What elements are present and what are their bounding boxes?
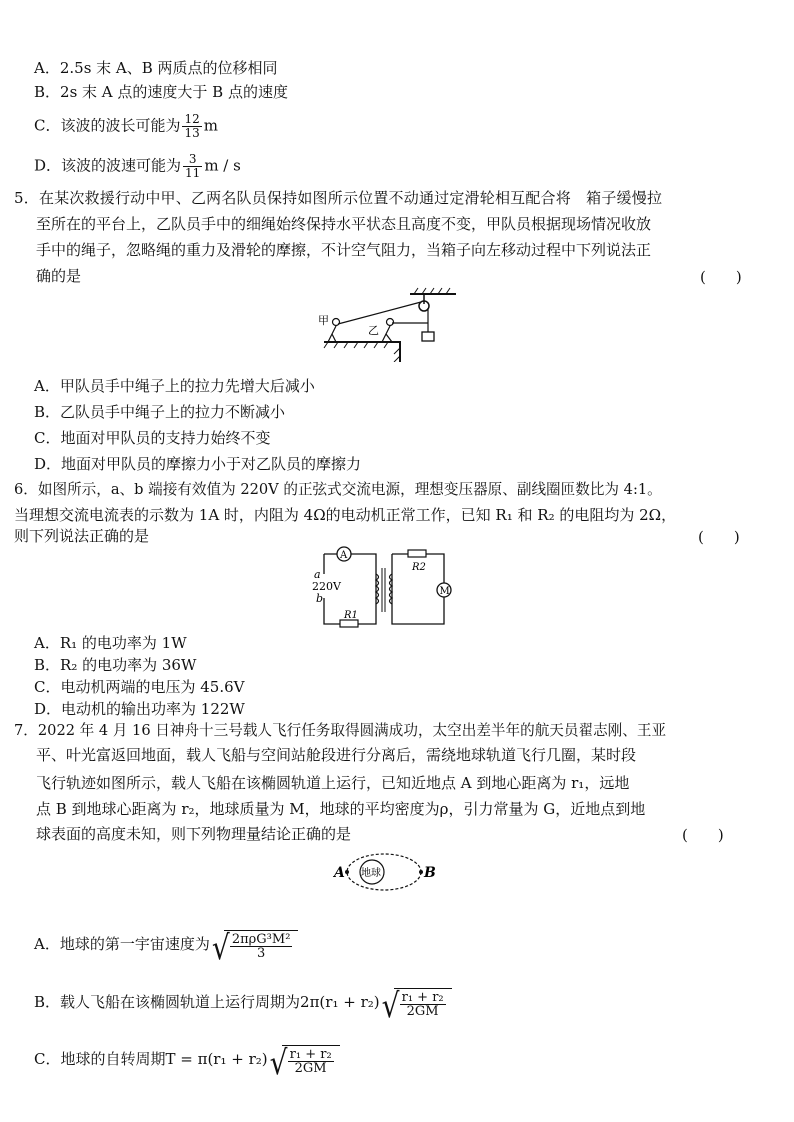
q5-answer-bracket: ( ) bbox=[700, 268, 742, 286]
q7-stem-line3: 飞行轨迹如图所示，载人飞船在该椭圆轨道上运行，已知近地点 A 到地心距离为 r₁，远地 bbox=[36, 774, 630, 792]
numerator: 3 bbox=[183, 153, 202, 167]
fraction bbox=[182, 113, 201, 140]
q7-stem-line5: 球表面的高度未知，则下列物理量结论正确的是 bbox=[36, 825, 352, 843]
person-yi-icon bbox=[387, 319, 394, 326]
q5-stem-line4: 确的是 bbox=[36, 267, 82, 285]
prev-option-d-text: D．该波的波速可能为 bbox=[34, 156, 182, 175]
voltage-label: 220V bbox=[312, 580, 341, 593]
q7-stem-line4: 点 B 到地球心距离为 r₂，地球质量为 M，地球的平均密度为ρ，引力常量为 G，近地点到地 bbox=[36, 800, 646, 818]
q7-stem-line1: 7．2022 年 4 月 16 日神舟十三号载人飞行任务取得圆满成功，太空出差半年的航天员翟志刚、王亚 bbox=[14, 722, 667, 739]
q7-option-a-text: A．地球的第一宇宙速度为 bbox=[34, 935, 210, 953]
q5-stem-line2: 至所在的平台上，乙队员手中的细绳始终保持水平状态且高度不变，甲队员根据现场情况收放 bbox=[36, 215, 652, 233]
radicand bbox=[394, 988, 452, 1018]
q7-option-b bbox=[34, 985, 452, 1026]
person-jia-body bbox=[328, 326, 336, 342]
q7-option-c bbox=[34, 1042, 340, 1083]
denominator: 3 bbox=[256, 946, 266, 961]
box-icon bbox=[422, 332, 434, 341]
label-r2: R2 bbox=[412, 562, 426, 573]
q5-option-c: C．地面对甲队员的支持力始终不变 bbox=[34, 429, 271, 447]
q7-orbit-figure bbox=[330, 850, 440, 896]
person-yi-body bbox=[382, 326, 392, 342]
fraction bbox=[400, 991, 446, 1018]
terminal-b-label: b bbox=[316, 592, 324, 605]
q6-stem-line1: 6．如图所示，a、b 端接有效值为 220V 的正弦式交流电源，理想变压器原、副线圈匝数比为 4:1。 bbox=[14, 481, 662, 498]
point-b-label: B bbox=[424, 865, 436, 881]
label-jia: 甲 bbox=[318, 314, 329, 327]
q6-stem-line3: 则下列说法正确的是 bbox=[14, 527, 150, 545]
point-a-label: A bbox=[334, 865, 345, 881]
prev-option-b: B．2s 末 A 点的速度大于 B 点的速度 bbox=[34, 83, 288, 101]
numerator: r₁ + r₂ bbox=[401, 990, 444, 1005]
q5-pulley-figure bbox=[310, 282, 470, 362]
radical-sign: √ bbox=[211, 927, 230, 968]
q5-stem-line3: 手中的绳子，忽略绳的重力及滑轮的摩擦，不计空气阻力，当箱子向左移动过程中下列说法正 bbox=[36, 241, 652, 259]
unit: m / s bbox=[204, 156, 241, 175]
q6-option-a: A．R₁ 的电功率为 1W bbox=[34, 634, 187, 652]
numerator: 2πρG³M² bbox=[231, 932, 291, 947]
denominator: 2GM bbox=[406, 1004, 439, 1019]
denominator: 2GM bbox=[294, 1061, 327, 1076]
prev-option-c-text: C．该波的波长可能为 bbox=[34, 116, 181, 135]
q6-option-b: B．R₂ 的电功率为 36W bbox=[34, 656, 197, 674]
resistor-r1-icon bbox=[340, 620, 358, 627]
numerator: r₁ + r₂ bbox=[289, 1047, 332, 1062]
prev-option-c bbox=[34, 113, 218, 140]
person-jia-icon bbox=[333, 319, 340, 326]
fraction bbox=[183, 153, 202, 180]
resistor-r2-icon bbox=[408, 550, 426, 557]
q6-circuit-figure bbox=[310, 540, 460, 632]
earth-label: 地球 bbox=[361, 868, 381, 879]
fraction bbox=[230, 933, 293, 960]
motor-label: M bbox=[439, 586, 450, 597]
prev-option-a: A．2.5s 末 A、B 两质点的位移相同 bbox=[34, 59, 278, 77]
ground-hatch bbox=[324, 342, 400, 362]
radicand bbox=[224, 930, 299, 960]
denominator: 11 bbox=[185, 166, 201, 180]
q7-option-c-text: C．地球的自转周期 bbox=[34, 1050, 166, 1068]
radicand bbox=[282, 1045, 340, 1075]
q6-stem-line2: 当理想交流电流表的示数为 1A 时，内阻为 4Ω的电动机正常工作，已知 R₁ 和 R₂ 的电阻均为 2Ω， bbox=[14, 506, 677, 524]
q6-answer-bracket: ( ) bbox=[698, 528, 740, 546]
q5-option-b: B．乙队员手中绳子上的拉力不断减小 bbox=[34, 403, 286, 421]
q5-option-d: D．地面对甲队员的摩擦力小于对乙队员的摩擦力 bbox=[34, 455, 362, 473]
q5-stem-line1: 5．在某次救援行动中甲、乙两名队员保持如图所示位置不动通过定滑轮相互配合将 箱子缓慢拉 bbox=[14, 189, 663, 207]
q7-option-b-text: B．载人飞船在该椭圆轨道上运行周期为 bbox=[34, 993, 301, 1011]
point-a-dot bbox=[345, 870, 349, 874]
sqrt-expression bbox=[381, 985, 452, 1026]
radical-sign: √ bbox=[269, 1042, 288, 1083]
q6-option-c: C．电动机两端的电压为 45.6V bbox=[34, 678, 245, 696]
q7-option-b-coefficient: 2π(r₁ + r₂) bbox=[300, 993, 380, 1011]
prev-option-d bbox=[34, 153, 241, 180]
q7-answer-bracket: ( ) bbox=[682, 826, 724, 844]
q6-option-d: D．电动机的输出功率为 122W bbox=[34, 700, 245, 718]
unit: m bbox=[203, 116, 218, 135]
point-b-dot bbox=[419, 870, 423, 874]
denominator: 13 bbox=[184, 126, 200, 140]
sqrt-expression bbox=[269, 1042, 340, 1083]
label-r1: R1 bbox=[344, 610, 358, 621]
sqrt-expression bbox=[211, 927, 299, 968]
q5-option-a: A．甲队员手中绳子上的拉力先增大后减小 bbox=[34, 377, 315, 395]
rope-jia bbox=[338, 302, 421, 324]
label-yi: 乙 bbox=[368, 324, 379, 337]
q7-option-a bbox=[34, 927, 298, 968]
ammeter-label: A bbox=[340, 550, 348, 561]
fraction bbox=[288, 1048, 334, 1075]
q7-option-c-coefficient: T = π(r₁ + r₂) bbox=[165, 1050, 268, 1068]
q7-stem-line2: 平、叶光富返回地面，载人飞船与空间站舱段进行分离后，需绕地球轨道飞行几圈，某时段 bbox=[36, 746, 637, 764]
radical-sign: √ bbox=[381, 985, 400, 1026]
terminal-a-label: a bbox=[314, 568, 321, 581]
numerator: 12 bbox=[184, 112, 200, 126]
